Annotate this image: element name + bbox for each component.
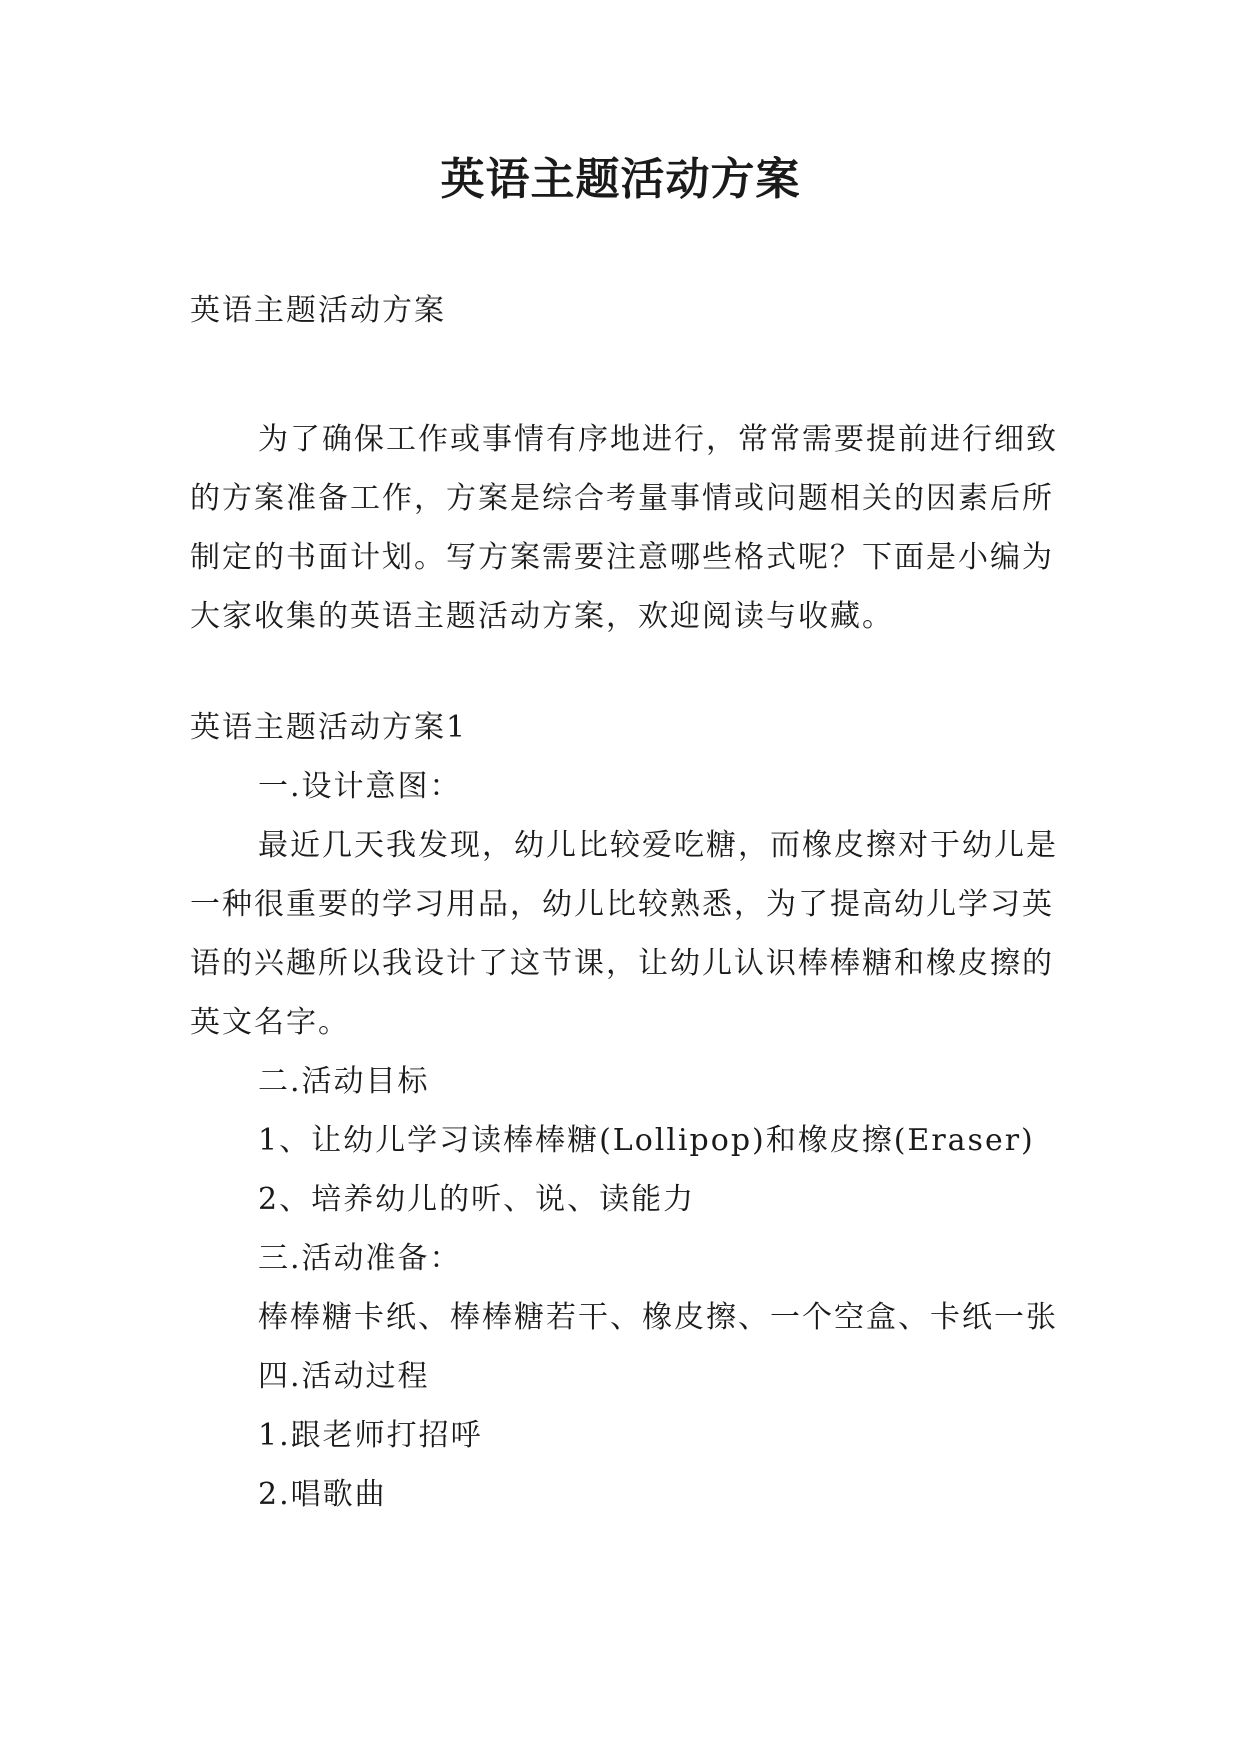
section-1 (190, 698, 1060, 1524)
intro-paragraph: 为了确保工作或事情有序地进行，常常需要提前进行细致的方案准备工作，方案是综合考量事情或问题相关的因素后所制定的书面计划。写方案需要注意哪些格式呢？下面是小编为大家收集的英语主题活动方案，欢迎阅读与收藏。 (190, 422, 1058, 634)
document-title: 英语主题活动方案 (440, 154, 801, 205)
goals-heading: 二.活动目标 (258, 1064, 430, 1099)
goal-item-2: 2、培养幼儿的听、说、读能力 (258, 1182, 696, 1217)
document-subtitle: 英语主题活动方案 (190, 293, 446, 328)
design-intent-heading: 一.设计意图： (258, 769, 462, 804)
section-heading: 英语主题活动方案1 (190, 710, 468, 745)
process-step-1: 1.跟老师打招呼 (258, 1418, 483, 1453)
goal-item-1: 1、让幼儿学习读棒棒糖(Lollipop)和橡皮擦(Eraser) (258, 1123, 1035, 1158)
preparation-heading: 三.活动准备： (258, 1241, 462, 1276)
preparation-paragraph: 棒棒糖卡纸、棒棒糖若干、橡皮擦、一个空盒、卡纸一张 (258, 1300, 1058, 1335)
process-heading: 四.活动过程 (258, 1359, 430, 1394)
process-step-2: 2.唱歌曲 (258, 1477, 387, 1512)
design-intent-paragraph: 最近几天我发现，幼儿比较爱吃糖，而橡皮擦对于幼儿是一种很重要的学习用品，幼儿比较熟悉，为了提高幼儿学习英语的兴趣所以我设计了这节课，让幼儿认识棒棒糖和橡皮擦的英文名字。 (190, 828, 1058, 1040)
